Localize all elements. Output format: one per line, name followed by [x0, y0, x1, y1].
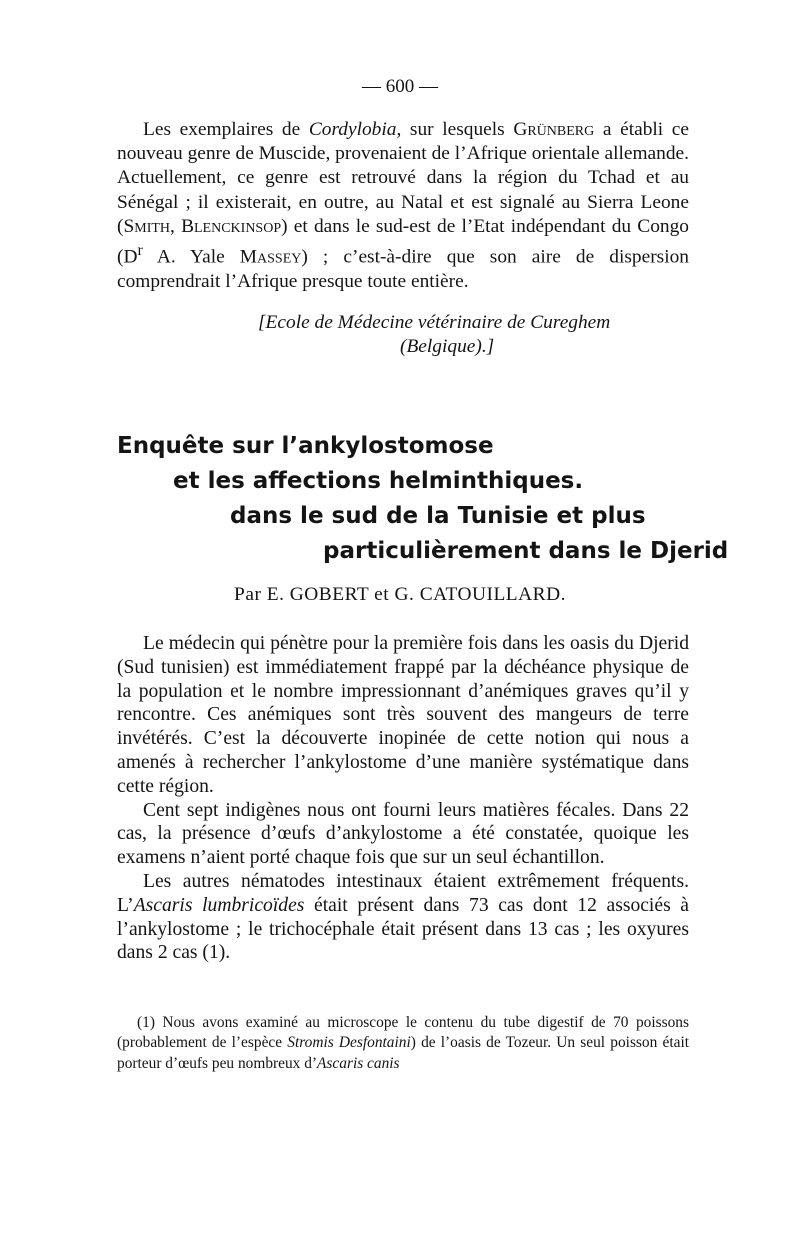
paragraph-3 — [117, 870, 689, 965]
citation-text: (Belgique).] — [400, 336, 495, 357]
text-run: A. Yale — [142, 246, 240, 268]
text-run: était présent dans 73 cas dont 12 associés à l’ankylostome ; le trichocéphale était présent dans 13 cas ; les oxyures dans 2 cas (1). — [117, 894, 689, 964]
paragraph-1: Le médecin qui pénètre pour la première fois dans les oasis du Djerid (Sud tunisien) est immédiatement frappé par la déchéance physique de la population et le nombre impressionnant d’anémiques graves qu’il y rencontre. Ces anémiques sont très souvent des mangeurs de terre invétérés. C’est la découverte inopinée de cette notion qui nous a amenés à rechercher l’ankylostome d’une manière systématique dans cette région. — [117, 633, 689, 797]
author-name: Grünberg — [513, 119, 595, 140]
intro-paragraph — [117, 118, 689, 294]
article-title-line-1: Enquête sur l’ankylostomose — [117, 433, 494, 459]
text-run: (1) Nous avons examiné au microscope le contenu du tube digestif de 70 poissons (probablement de l’espèce — [117, 1014, 689, 1052]
author-name: Massey — [239, 246, 302, 268]
text-run: a établi ce nouveau genre de Muscide, provenaient de l’Afrique orientale allemande. Actuellement, ce genre est retrouvé dans la région du Tchad et au Sénégal ; il existerait, en outre, au Natal et est signalé au Sierra Leone ( — [117, 119, 689, 237]
citation-text: [Ecole de Médecine vétérinaire de Cureghem — [258, 312, 611, 333]
text-run: ) ; c’est-à-dire que son aire de dispersion comprendrait l’Afrique presque toute entière. — [117, 246, 689, 292]
superscript: r — [137, 242, 143, 260]
article-title-line-2: et les affections helminthiques. — [173, 468, 584, 494]
article-title-line-4: particulièrement dans le Djerid — [323, 538, 729, 564]
byline: Par E. GOBERT et G. CATOUILLARD. — [234, 584, 566, 605]
text-run: ) et dans le sud-est de l’Etat indépendant du Congo (D — [117, 215, 689, 268]
page-number: — 600 — — [362, 76, 438, 97]
text-run: , sur lesquels — [396, 119, 514, 140]
genus-name: Cordylobia — [308, 119, 397, 140]
footnote — [117, 1013, 689, 1074]
text-run: Les autres nématodes intestinaux étaient extrêmement fréquents. L’ — [117, 870, 689, 916]
paragraph-2: Cent sept indigènes nous ont fourni leurs matières fécales. Dans 22 cas, la présence d’œufs d’ankylostome a été constatée, quoique les examens n’aient porté chaque fois que sur un seul échantillon. — [117, 799, 689, 869]
citation-line-1 — [0, 311, 800, 335]
citation-line-2 — [0, 335, 800, 359]
species-name: Ascaris lumbricoïdes — [133, 894, 305, 916]
article-body — [117, 632, 689, 965]
species-name: Stromis Desfontaini — [287, 1034, 411, 1052]
intro-text — [117, 118, 689, 294]
species-name: Ascaris canis — [317, 1054, 400, 1072]
footnote-text — [117, 1013, 689, 1074]
author-name: Smith, Blenckinsop — [123, 215, 282, 237]
text-run: Les exemplaires de — [143, 119, 309, 140]
article-title-line-3: dans le sud de la Tunisie et plus — [230, 503, 646, 529]
text-run: ) de l’oasis de Tozeur. Un seul poisson était porteur d’œufs peu nombreux d’ — [117, 1034, 689, 1072]
